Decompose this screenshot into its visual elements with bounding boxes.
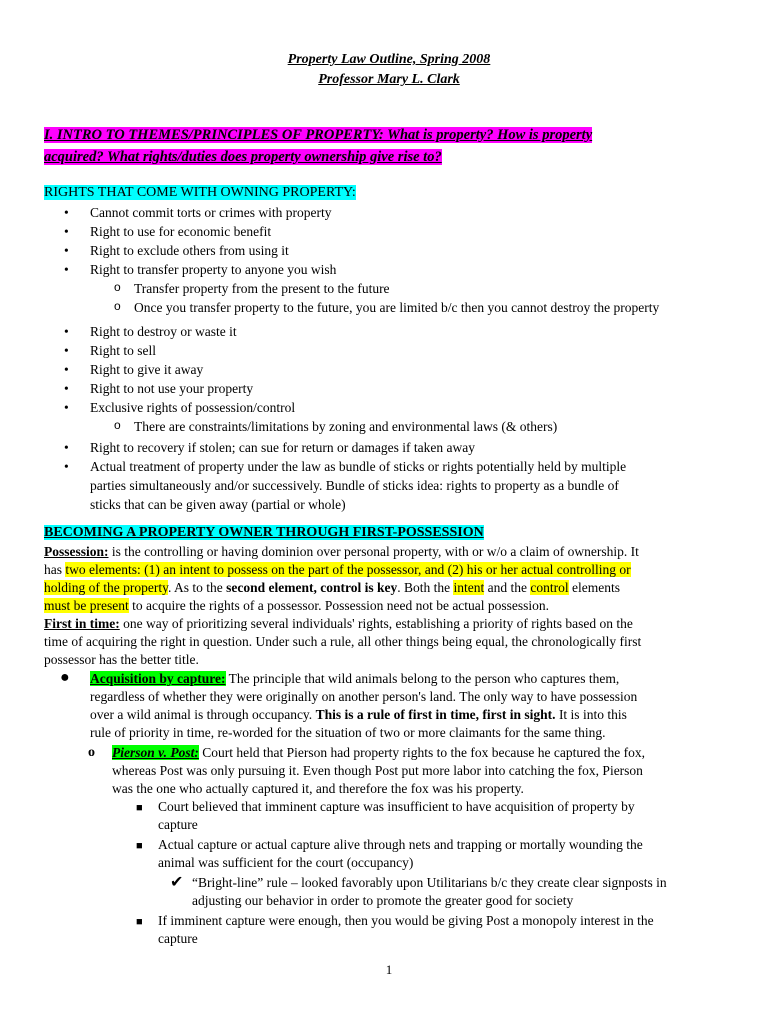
list-item: • Right to use for economic benefit — [64, 224, 272, 239]
page-number: 1 — [385, 962, 393, 977]
document-title: Property Law Outline, Spring 2008 — [287, 52, 491, 67]
list-item: • Right to exclude others from using it — [64, 243, 289, 258]
document-professor: Professor Mary L. Clark — [318, 72, 460, 87]
square-bullet-icon: ■ — [136, 840, 143, 852]
list-item: • Right to not use your property — [64, 381, 254, 396]
bullet-icon: • — [64, 243, 69, 258]
circle-bullet-icon: o — [114, 280, 121, 294]
list-subitem: ■ Actual capture or actual capture alive through nets and trapping or mortally wounding the animal was sufficient for the court (occupancy) — [136, 837, 643, 870]
check-icon: ✔ — [170, 874, 184, 891]
list-item: • Right to give it away — [64, 362, 204, 377]
first-possession-heading: BECOMING A PROPERTY OWNER THROUGH FIRST-POSSESSION — [44, 525, 484, 540]
bullet-icon: • — [64, 400, 69, 415]
capture-label: Acquisition by capture: — [90, 671, 226, 686]
capture-section — [44, 670, 734, 948]
bullet-icon: • — [64, 324, 69, 339]
list-subitem: o Once you transfer property to the future, you are limited b/c then you cannot destroy the property — [114, 299, 660, 315]
possession-paragraph: Possession: is the controlling or having dominion over personal property, with or w/o a claim of ownership. It has two elements: (1) an intent to possess on the part of the possessor, and (2) his or her actual controlling or holding of the property. As to the second element, control is key. Both the intent and the control elements must be present to acquire the rights of a possessor. Possession need not be actual possession. — [44, 544, 639, 613]
list-item: • Actual treatment of property under the law as bundle of sticks or rights potentially held by multiple parties simultaneously and/or successively. Bundle of sticks idea: rights to property as a bundle of sticks that can be given away (partial or whole) — [64, 459, 627, 512]
list-item: • Exclusive rights of possession/control — [64, 400, 296, 415]
list-item: ● Acquisition by capture: The principle that wild animals belong to the person who captures them, regardless of whether they were originally on another person's land. The only way to have possession over a wild animal is through occupancy. This is a rule of first in time, first in sight. It is into this rule of priority in time, re-worded for the situation of two or more claimants for the same thing. — [60, 669, 638, 740]
section-heading-intro — [44, 124, 734, 168]
rights-list — [44, 203, 734, 514]
rights-heading: RIGHTS THAT COME WITH OWNING PROPERTY: — [44, 185, 356, 200]
square-bullet-icon: ■ — [136, 916, 143, 928]
list-item: • Cannot commit torts or crimes with property — [64, 205, 332, 220]
list-subitem: o There are constraints/limitations by zoning and environmental laws (& others) — [114, 418, 558, 434]
list-item: • Right to recovery if stolen; can sue for return or damages if taken away — [64, 440, 475, 455]
list-subitem: ✔ “Bright-line” rule – looked favorably upon Utilitarians b/c they create clear signposts in adjusting our behavior in order to promote the greater good for society — [170, 874, 667, 908]
circle-bullet-icon: o — [88, 745, 95, 760]
list-subitem: ■ Court believed that imminent capture was insufficient to have acquisition of property by capture — [136, 799, 635, 832]
bullet-icon: • — [64, 440, 69, 455]
section-heading-line1: I. INTRO TO THEMES/PRINCIPLES OF PROPERTY: What is property? How is property — [44, 127, 593, 143]
circle-bullet-icon: o — [114, 299, 121, 313]
case-label: Pierson v. Post: — [112, 745, 199, 760]
bullet-icon: ● — [60, 669, 70, 686]
first-in-time-label: First in time: — [44, 616, 120, 631]
square-bullet-icon: ■ — [136, 802, 143, 814]
bullet-icon: • — [64, 362, 69, 377]
list-subitem: ■ If imminent capture were enough, then you would be giving Post a monopoly interest in the capture — [136, 913, 654, 946]
circle-bullet-icon: o — [114, 418, 121, 432]
list-subitem: o Pierson v. Post: Court held that Pierson had property rights to the fox because he captured the fox, whereas Post was only pursuing it. Even though Post put more labor into catching the fox, Pierson was the one who actually captured it, and therefore the fox was his property. — [88, 745, 646, 796]
bullet-icon: • — [64, 343, 69, 358]
list-item: • Right to destroy or waste it — [64, 324, 237, 339]
list-item: • Right to sell — [64, 343, 157, 358]
section-heading-line2: acquired? What rights/duties does property ownership give rise to? — [44, 149, 442, 165]
bullet-icon: • — [64, 205, 69, 220]
bullet-icon: • — [64, 224, 69, 239]
possession-label: Possession: — [44, 544, 109, 559]
first-in-time-paragraph: First in time: one way of prioritizing several individuals' rights, establishing a priority of rights based on the time of acquiring the right in question. Under such a rule, all other things being equal, the chronologically first possessor has the better title. — [44, 616, 642, 667]
bullet-icon: • — [64, 262, 69, 277]
bullet-icon: • — [64, 381, 69, 396]
list-item: • Right to transfer property to anyone you wish — [64, 262, 337, 277]
list-subitem: o Transfer property from the present to the future — [114, 280, 390, 296]
bullet-icon: • — [64, 459, 69, 474]
